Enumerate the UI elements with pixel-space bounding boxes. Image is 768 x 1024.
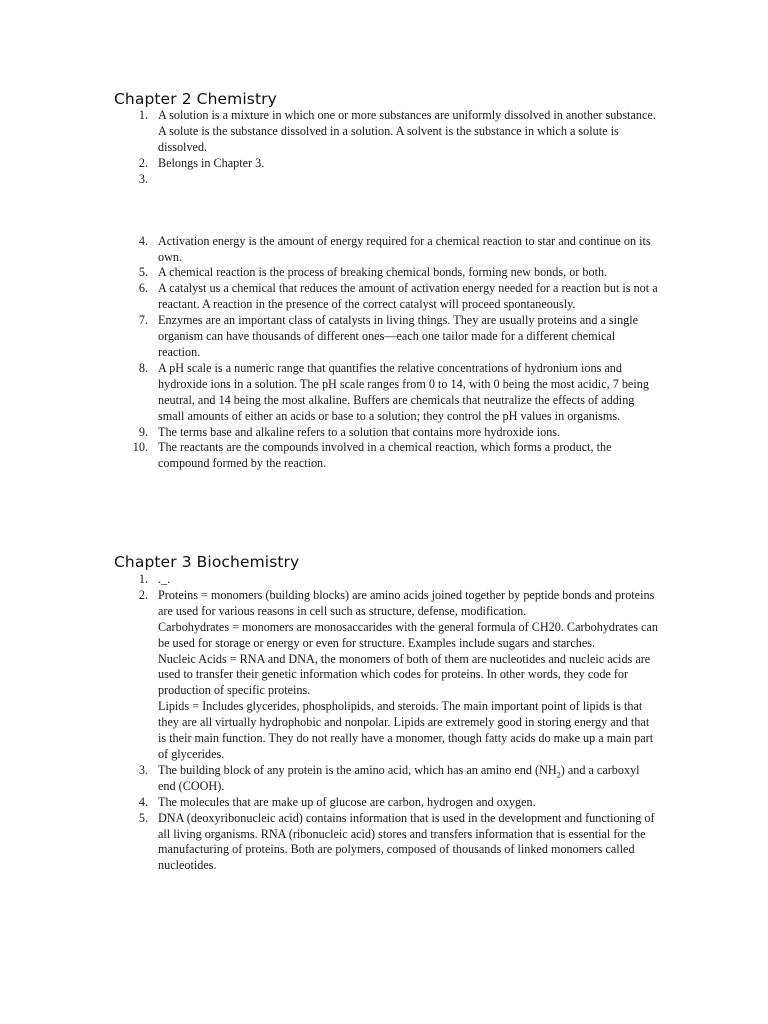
list-item-text: ._. — [158, 572, 171, 586]
list-item-number: 5. — [138, 810, 148, 825]
list-item-number: 2. — [138, 587, 148, 602]
list-item — [114, 763, 659, 795]
list-item-number: 10. — [132, 440, 148, 455]
list-item-number: 1. — [138, 572, 148, 586]
list-item-number: 1. — [138, 108, 148, 122]
list-item-number: 4. — [138, 233, 148, 248]
list-item — [114, 425, 659, 441]
list-item-text: Nucleic Acids = RNA and DNA, the monomers of both of them are nucleotides and nucleic acids are used to transfer their genetic information which codes for proteins. In other words, they code for production of specific proteins. — [158, 651, 651, 698]
list-item — [114, 361, 659, 425]
list-item-number: 4. — [138, 794, 148, 809]
list-item-text: The reactants are the compounds involved in a chemical reaction, which forms a product, the compound formed by the reaction. — [158, 440, 612, 471]
list-item-number: 9. — [138, 424, 148, 439]
list-item-text: Activation energy is the amount of energy required for a chemical reaction to star and continue on its own. — [158, 233, 651, 264]
list-item-text — [158, 172, 659, 188]
list-item-text: A pH scale is a numeric range that quantifies the relative concentrations of hydronium ions and hydroxide ions in a solution. The pH scale ranges from 0 to 14, with 0 being the most acidic, 7 being neutral, and 14 being the most alkaline. Buffers are chemicals that neutralize the effects of adding small amounts of either an acids or base to a solution; they control the pH values in organisms. — [158, 360, 649, 423]
list-item — [114, 156, 659, 172]
chapter-3-heading: Chapter 3 Biochemistry — [114, 553, 300, 571]
list-item-number: 3. — [138, 762, 148, 777]
list-item-text: DNA (deoxyribonucleic acid) contains information that is used in the development and functioning of all living organisms. RNA (ribonucleic acid) stores and transfers information that is essential for the manufacturing of proteins. Both are polymers, composed of thousands of linked monomers called nucleotides. — [158, 810, 655, 873]
list-item-text: The terms base and alkaline refers to a solution that contains more hydroxide ions. — [158, 424, 561, 439]
list-item — [114, 572, 659, 588]
list-item — [114, 265, 659, 281]
list-item-text: The building block of any protein is the amino acid, which has an amino end $(NH_2)$ and a carboxyl end (COOH). — [158, 762, 640, 793]
list-item-text: Belongs in Chapter 3. — [158, 155, 265, 170]
list-item-text: Proteins = monomers (building blocks) are amino acids joined together by peptide bonds and proteins are used for various reasons in cell such as structure, defense, modification. — [158, 587, 655, 618]
chapter-2-heading: Chapter 2 Chemistry — [114, 90, 277, 108]
list-item-text: Enzymes are an important class of catalysts in living things. They are usually proteins and a single organism can have thousands of different ones—each one tailor made for a different chemical reaction. — [158, 313, 639, 359]
list-item — [114, 313, 659, 361]
list-item-number: 8. — [138, 360, 148, 375]
list-item — [114, 281, 659, 313]
chapter-2-list — [114, 108, 659, 472]
list-item-text: A solution is a mixture in which one or more substances are uniformly dissolved in another substance. A solute is the substance dissolved in a solution. A solvent is the substance in which a solute is dissolved. — [158, 108, 656, 154]
list-item-number: 5. — [138, 265, 148, 280]
list-item — [114, 588, 659, 763]
list-item-text: The molecules that are make up of glucose are carbon, hydrogen and oxygen. — [158, 794, 536, 809]
list-item — [114, 795, 659, 811]
list-item-text: Lipids = Includes glycerides, phospholipids, and steroids. The main important point of lipids is that they are all virtually hydrophobic and nonpolar. Lipids are extremely good in storing energy and that is their main function. They do not really have a monomer, though fatty acids do make up a main part of glycerides. — [158, 699, 654, 761]
list-item — [114, 811, 659, 875]
list-item-number: 3. — [138, 171, 148, 186]
list-item — [114, 440, 659, 472]
list-item-text: A catalyst us a chemical that reduces the amount of activation energy needed for a reaction but is not a reactant. A reaction in the presence of the correct catalyst will proceed spontaneously. — [158, 281, 658, 312]
list-item-number: 6. — [138, 281, 148, 296]
list-item-text: A chemical reaction is the process of breaking chemical bonds, forming new bonds, or both. — [158, 265, 608, 280]
list-item-number: 7. — [138, 313, 148, 328]
list-item — [114, 108, 659, 156]
list-item — [114, 234, 659, 266]
list-item-text: Carbohydrates = monomers are monosaccarides with the general formula of CH20. Carbohydrates can be used for storage or energy or even for structure. Examples include sugars and starches. — [158, 619, 658, 650]
chapter-3-list — [114, 572, 659, 874]
list-item — [114, 172, 659, 234]
list-item-number: 2. — [138, 155, 148, 170]
